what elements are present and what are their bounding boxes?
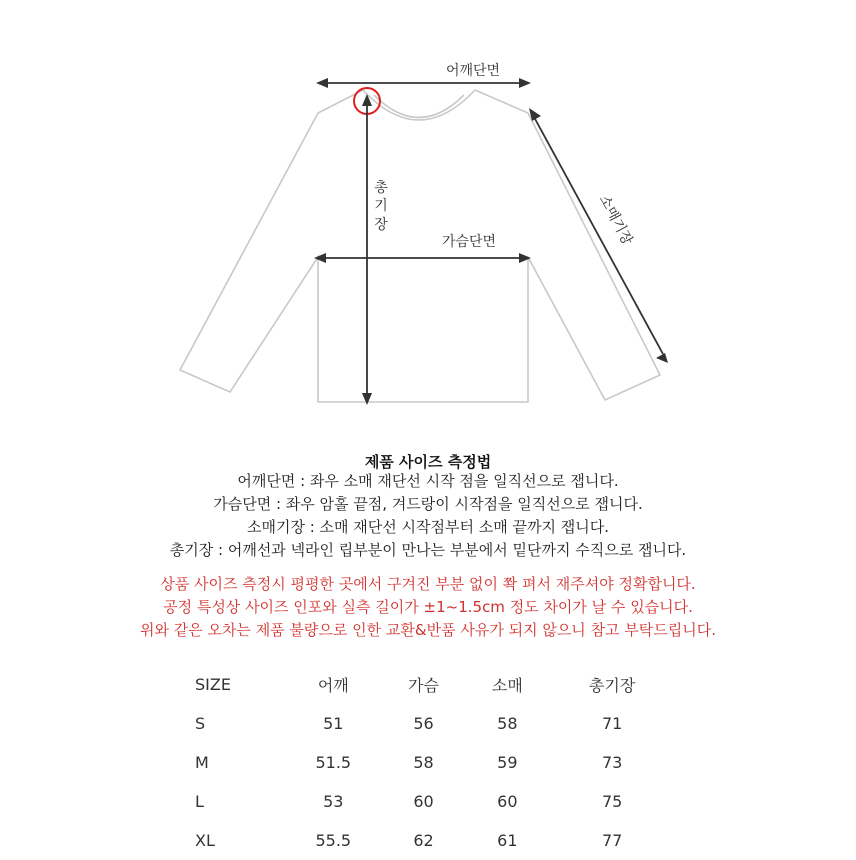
sleeve-label: 소매기장 — [595, 192, 636, 248]
size-table-header-row — [175, 665, 675, 704]
cell-shoulder: 55.5 — [315, 831, 352, 850]
cell-size: L — [195, 792, 204, 811]
header-shoulder: 어깨 — [317, 676, 349, 695]
guide-line-shoulder: 어깨단면 : 좌우 소매 재단선 시작 점을 일직선으로 잽니다. — [237, 472, 619, 490]
length-label-1: 총 — [374, 180, 388, 196]
length-arrow — [362, 94, 372, 405]
length-label-2: 기 — [374, 198, 388, 214]
cell-chest: 62 — [413, 831, 434, 850]
header-size: SIZE — [195, 675, 231, 694]
cell-chest: 56 — [413, 714, 434, 733]
cell-length: 73 — [601, 753, 623, 772]
header-sleeve: 소매 — [491, 676, 523, 695]
table-row — [175, 821, 675, 860]
guide-line-chest: 가슴단면 : 좌우 암홀 끝점, 겨드랑이 시작점을 일직선으로 잽니다. — [213, 495, 643, 513]
chest-arrow — [314, 253, 531, 263]
header-length: 총기장 — [588, 676, 636, 695]
cell-length: 75 — [601, 792, 623, 811]
chest-label: 가슴단면 — [441, 234, 497, 250]
cell-size: S — [195, 714, 206, 733]
shirt-outline — [180, 90, 660, 402]
sleeve-arrow — [529, 108, 668, 363]
cell-size: XL — [195, 831, 215, 850]
guide-line-sleeve: 소매기장 : 소매 재단선 시작점부터 소매 끝까지 잽니다. — [247, 518, 609, 536]
cell-sleeve: 58 — [497, 714, 518, 733]
shoulder-label: 어깨단면 — [445, 63, 501, 79]
length-label-3: 장 — [374, 217, 388, 233]
cell-sleeve: 60 — [497, 792, 518, 811]
guide-line-length: 총기장 : 어깨선과 넥라인 립부분이 만나는 부분에서 밑단까지 수직으로 잽니다. — [169, 541, 687, 559]
cell-chest: 58 — [413, 753, 434, 772]
notice-line-3: 위와 같은 오차는 제품 불량으로 인한 교환&반품 사유가 되지 않으니 참고 부탁드립니다. — [139, 621, 717, 639]
size-table — [175, 665, 675, 860]
table-row — [175, 782, 675, 821]
shoulder-arrow — [316, 78, 531, 88]
notice-line-1: 상품 사이즈 측정시 평평한 곳에서 구겨진 부분 없이 쫙 펴서 재주셔야 정확합니다. — [160, 575, 696, 593]
header-chest: 가슴 — [408, 676, 439, 695]
table-row — [175, 743, 675, 782]
cell-shoulder: 51.5 — [315, 753, 352, 772]
notice-line-2: 공정 특성상 사이즈 인포와 실측 길이가 ±1~1.5cm 정도 차이가 날 수 있습니다. — [163, 598, 693, 616]
cell-sleeve: 59 — [497, 753, 518, 772]
guide-title: 제품 사이즈 측정법 — [364, 453, 492, 471]
cell-sleeve: 61 — [497, 831, 518, 850]
cell-shoulder: 53 — [323, 792, 344, 811]
cell-size: M — [195, 753, 209, 772]
cell-length: 77 — [601, 831, 623, 850]
cell-chest: 60 — [413, 792, 434, 811]
cell-length: 71 — [601, 714, 623, 733]
cell-shoulder: 51 — [323, 714, 344, 733]
table-row — [175, 704, 675, 743]
